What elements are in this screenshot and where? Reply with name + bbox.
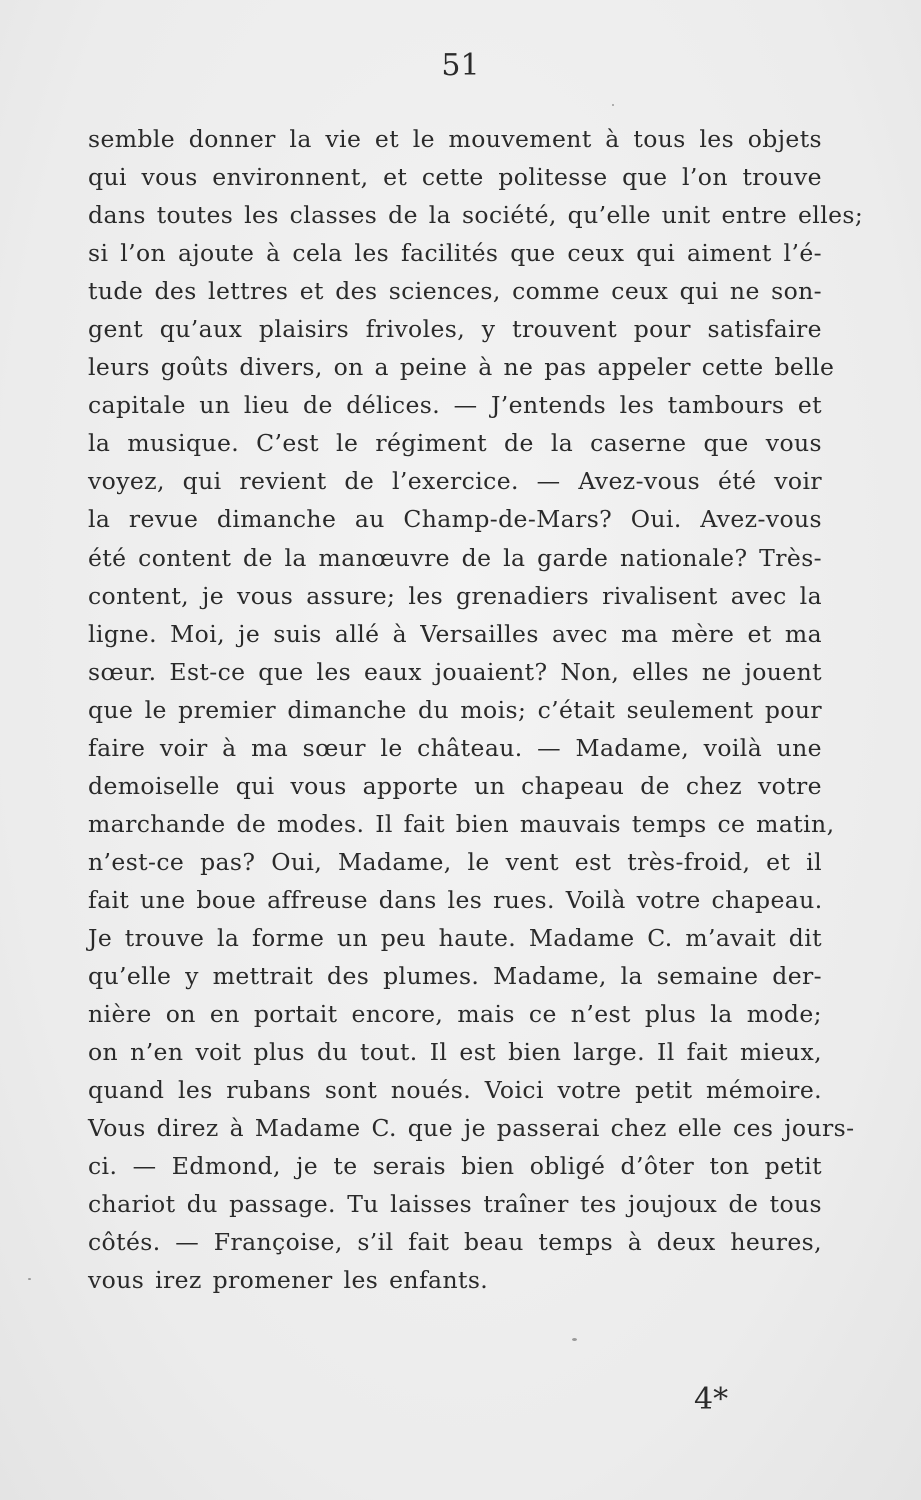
page-number: 51 xyxy=(441,48,480,83)
text-line: côtés. — Françoise, s’il fait beau temps à deux heures, xyxy=(88,1228,822,1257)
text-line: chariot du passage. Tu laisses traîner tes joujoux de tous xyxy=(88,1190,822,1219)
text-line: Vous direz à Madame C. que je passerai chez elle ces jours- xyxy=(88,1114,855,1143)
text-line: nière on en portait encore, mais ce n’est plus la mode; xyxy=(88,1000,822,1029)
body-text xyxy=(88,120,864,1299)
text-line: marchande de modes. Il fait bien mauvais temps ce matin, xyxy=(88,809,835,838)
text-line: sœur. Est-ce que les eaux jouaient? Non, elles ne jouent xyxy=(88,657,822,686)
text-line: gent qu’aux plaisirs frivoles, y trouvent pour satisfaire xyxy=(88,315,822,344)
text-line: ligne. Moi, je suis allé à Versailles avec ma mère et ma xyxy=(88,619,822,648)
text-line: dans toutes les classes de la société, qu’elle unit entre elles; xyxy=(88,201,864,230)
text-line: Je trouve la forme un peu haute. Madame C. m’avait dit xyxy=(88,923,822,952)
ink-speck xyxy=(572,1338,577,1341)
text-line: ci. — Edmond, je te serais bien obligé d’ôter ton petit xyxy=(88,1152,822,1181)
text-line: quand les rubans sont noués. Voici votre petit mémoire. xyxy=(88,1076,822,1105)
text-line: tude des lettres et des sciences, comme ceux qui ne son- xyxy=(88,277,822,306)
text-line: faire voir à ma sœur le château. — Madame, voilà une xyxy=(88,733,822,762)
text-line: capitale un lieu de délices. — J’entends les tambours et xyxy=(88,391,822,420)
text-line: on n’en voit plus du tout. Il est bien large. Il fait mieux, xyxy=(88,1038,822,1067)
text-line: qu’elle y mettrait des plumes. Madame, la semaine der- xyxy=(88,962,822,991)
text-line: la musique. C’est le régiment de la caserne que vous xyxy=(88,429,822,458)
text-line: demoiselle qui vous apporte un chapeau de chez votre xyxy=(88,771,822,800)
signature-mark: 4* xyxy=(694,1382,729,1417)
ink-speck xyxy=(612,104,614,106)
text-line: semble donner la vie et le mouvement à tous les objets xyxy=(88,125,822,153)
text-line: n’est-ce pas? Oui, Madame, le vent est très-froid, et il xyxy=(88,847,822,876)
text-line: la revue dimanche au Champ-de-Mars? Oui. Avez-vous xyxy=(88,505,822,534)
text-line: été content de la manœuvre de la garde nationale? Très- xyxy=(88,543,822,572)
text-line: qui vous environnent, et cette politesse que l’on trouve xyxy=(88,163,822,192)
text-line: leurs goûts divers, on a peine à ne pas appeler cette belle xyxy=(88,353,835,382)
text-line: voyez, qui revient de l’exercice. — Avez-vous été voir xyxy=(88,467,822,496)
text-line: si l’on ajoute à cela les facilités que ceux qui aiment l’é- xyxy=(88,239,822,268)
text-line: fait une boue affreuse dans les rues. Voilà votre chapeau. xyxy=(88,885,823,914)
text-line: que le premier dimanche du mois; c’était seulement pour xyxy=(88,695,822,724)
text-line: content, je vous assure; les grenadiers rivalisent avec la xyxy=(88,581,822,610)
ink-speck xyxy=(28,1278,31,1280)
text-line: vous irez promener les enfants. xyxy=(88,1266,489,1295)
